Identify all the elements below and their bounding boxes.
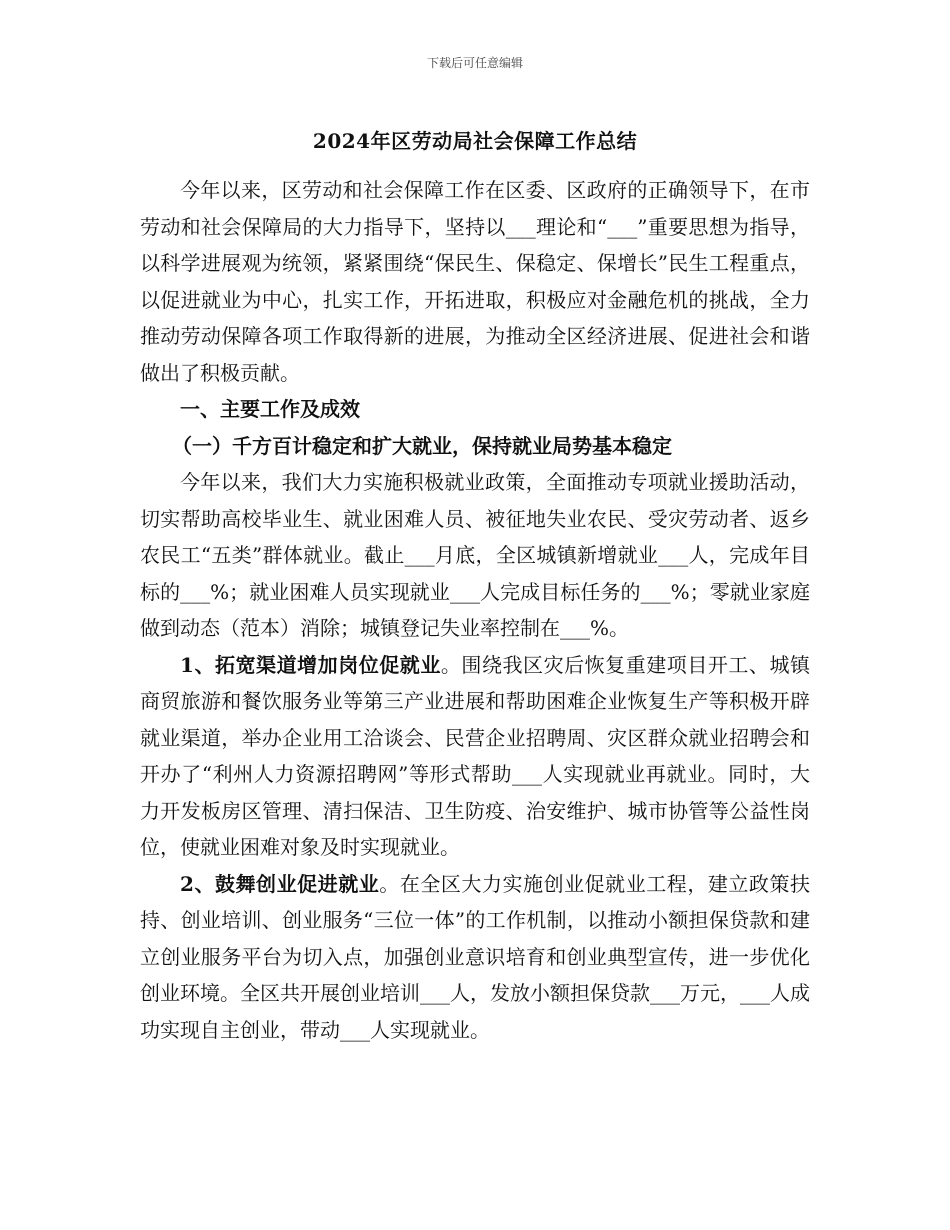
employment-paragraph: 今年以来，我们大力实施积极就业政策，全面推动专项就业援助活动，切实帮助高校毕业生、就业困难人员、被征地失业农民、受灾劳动者、返乡农民工“五类”群体就业。截止___月底，全区城镇新增就业___人，完成年目标的___%；就业困难人员实现就业___人完成目标任务的___%；零就业家庭做到动态（范本）消除；城镇登记失业率控制在___%。 [140,470,810,640]
item-paragraph-1 [140,647,810,866]
document-body [140,172,810,1048]
item-paragraph-2 [140,866,810,1049]
item-text-2: 。在全区大力实施创业促就业工程，建立政策扶持、创业培训、创业服务“三位一体”的工作机制，以推动小额担保贷款和建立创业服务平台为切入点，加强创业意识培育和创业典型宣传，进一步优化创业环境。全区共开展创业培训___人，发放小额担保贷款___万元，___人成功实现自主创业，带动___人实现就业。 [140,871,810,1042]
item-lead-1: 1、拓宽渠道增加岗位促就业 [180,652,441,677]
document-title: 2024年区劳动局社会保障工作总结 [312,129,638,153]
item-lead-2: 2、鼓舞创业促进就业 [180,871,380,896]
subsection-heading: （一）千方百计稳定和扩大就业，保持就业局势基本稳定 [172,433,672,458]
item-text-1: 。围绕我区灾后恢复重建项目开工、城镇商贸旅游和餐饮服务业等第三产业进展和帮助困难企业恢复生产等积极开辟就业渠道，举办企业用工洽谈会、民营企业招聘周、灾区群众就业招聘会和开办了“利州人力资源招聘网”等形式帮助___人实现就业再就业。同时，大力开发板房区管理、清扫保洁、卫生防疫、治安维护、城市协管等公益性岗位，使就业困难对象及时实现就业。 [140,652,811,859]
intro-paragraph: 今年以来，区劳动和社会保障工作在区委、区政府的正确领导下，在市劳动和社会保障局的大力指导下，坚持以___理论和“___”重要思想为指导，以科学进展观为统领，紧紧围绕“保民生、保稳定、保增长”民生工程重点，以促进就业为中心，扎实工作，开拓进取，积极应对金融危机的挑战，全力推动劳动保障各项工作取得新的进展，为推动全区经济进展、促进社会和谐做出了积极贡献。 [140,178,810,385]
header-note: 下载后可任意编辑 [426,56,523,70]
section-heading: 一、主要工作及成效 [180,397,360,421]
